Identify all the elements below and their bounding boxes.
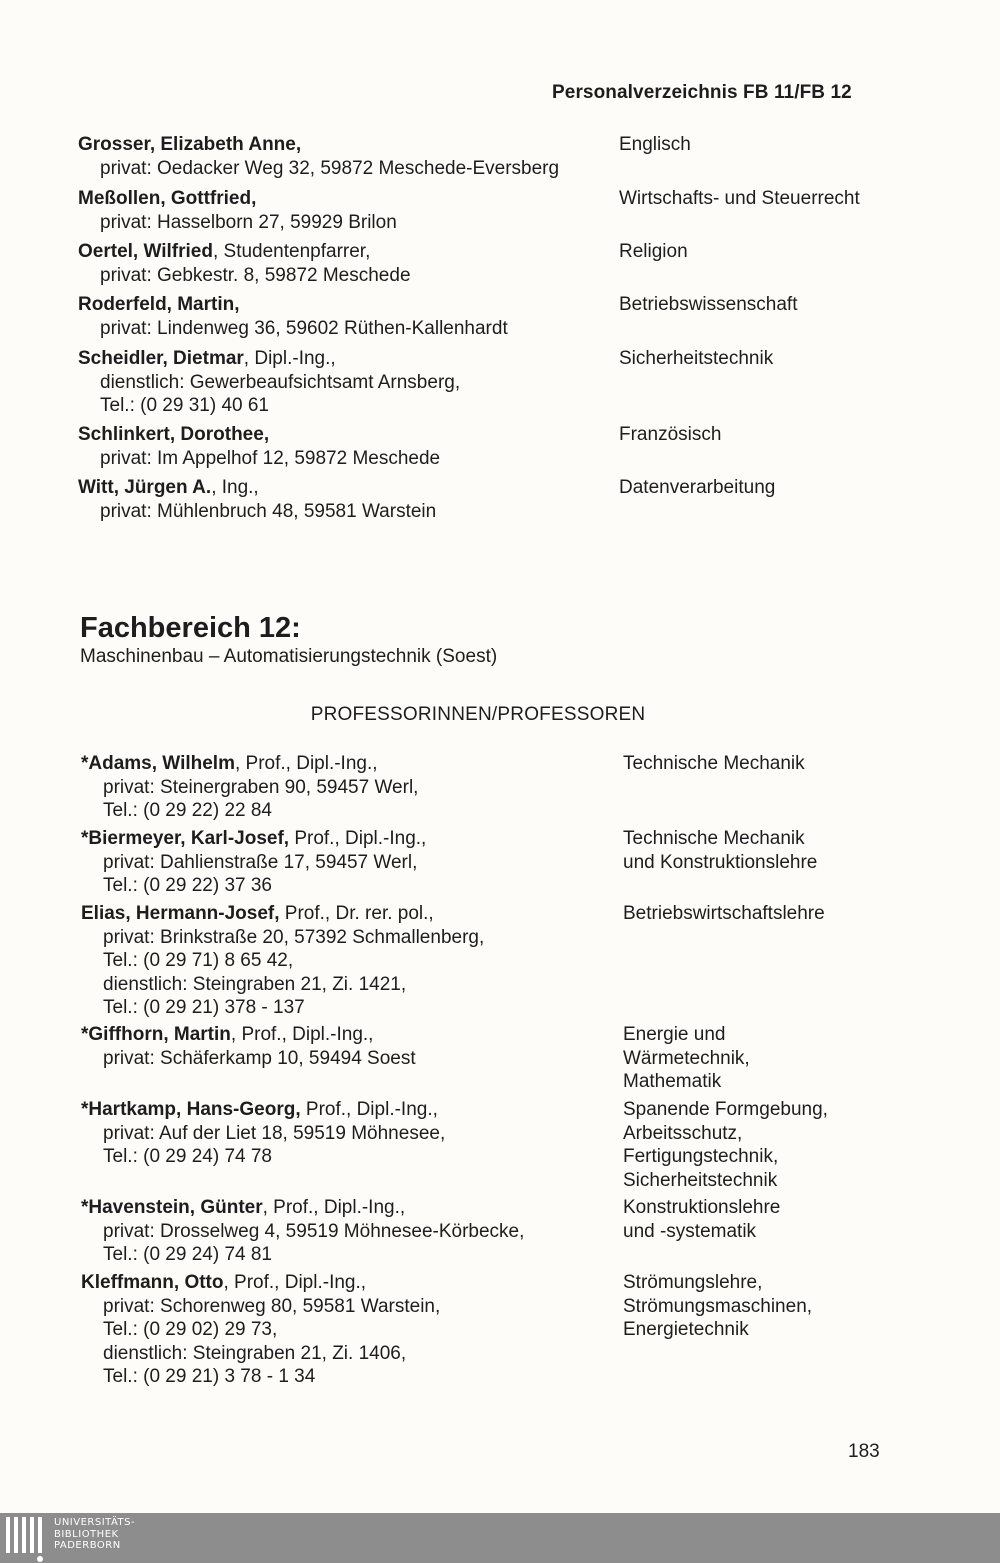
staff-name-line (78, 423, 440, 447)
staff-contact (81, 1023, 416, 1070)
staff-name: Scheidler, Dietmar (78, 348, 244, 369)
staff-contact (78, 187, 397, 234)
staff-contact-line: Tel.: (0 29 24) 74 78 (103, 1146, 272, 1167)
staff-name: Elias, Hermann-Josef, (81, 903, 280, 924)
staff-subject (623, 1271, 812, 1342)
staff-contact (81, 1098, 445, 1169)
section-heading: Fachbereich 12: (80, 612, 301, 644)
staff-name: Witt, Jürgen A. (78, 477, 212, 498)
staff-contact (81, 827, 426, 898)
staff-name-line (78, 293, 508, 317)
staff-subject-line: Englisch (619, 134, 691, 155)
staff-name: Schlinkert, Dorothee, (78, 424, 270, 445)
staff-contact (81, 752, 418, 823)
staff-contact-line: Tel.: (0 29 24) 74 81 (103, 1244, 272, 1265)
staff-subject-line: Strömungsmaschinen, (623, 1295, 813, 1317)
staff-subject (619, 187, 860, 211)
group-heading: PROFESSORINNEN/PROFESSOREN (310, 704, 646, 725)
staff-subject (619, 133, 691, 157)
staff-name-line (78, 347, 460, 371)
staff-subject-line: Datenverarbeitung (619, 477, 776, 498)
staff-name-line (81, 902, 484, 926)
staff-name: *Giffhorn, Martin (81, 1024, 231, 1045)
staff-name-line (81, 827, 426, 851)
staff-title: , Prof., Dipl.-Ing., (262, 1197, 406, 1218)
staff-subject (623, 1023, 750, 1094)
staff-contact-line: Tel.: (0 29 21) 3 78 - 1 34 (103, 1366, 316, 1387)
staff-contact (78, 476, 436, 523)
staff-subject-line: Betriebswissenschaft (619, 294, 798, 315)
staff-name-line (78, 133, 559, 157)
staff-name-line (78, 240, 411, 264)
staff-name-line (81, 752, 418, 776)
staff-subject-line: Konstruktionslehre (623, 1197, 781, 1218)
staff-contact-line: privat: Steinergraben 90, 59457 Werl, (103, 776, 419, 798)
staff-contact-line: privat: Brinkstraße 20, 57392 Schmallenberg, (103, 926, 485, 948)
staff-contact-line: privat: Auf der Liet 18, 59519 Möhnesee, (103, 1122, 446, 1144)
staff-name: *Havenstein, Günter (81, 1197, 263, 1218)
staff-subject-line: Wirtschafts- und Steuerrecht (619, 188, 860, 209)
staff-name-line (81, 1098, 445, 1122)
library-footer-line: PADERBORN (54, 1540, 121, 1551)
staff-contact-line: dienstlich: Steingraben 21, Zi. 1421, (103, 973, 407, 995)
staff-name-line (81, 1023, 416, 1047)
staff-subject-line: Wärmetechnik, (623, 1047, 750, 1069)
staff-subject (623, 827, 817, 874)
staff-name-line (78, 476, 436, 500)
staff-contact-line: Tel.: (0 29 21) 378 - 137 (103, 997, 305, 1018)
staff-contact-line: privat: Mühlenbruch 48, 59581 Warstein (100, 500, 437, 522)
staff-contact (78, 133, 559, 180)
staff-title: , Ing., (211, 477, 259, 498)
staff-subject-line: und -systematik (623, 1220, 757, 1242)
staff-contact-line: Tel.: (0 29 31) 40 61 (100, 395, 269, 416)
staff-subject (623, 752, 805, 776)
staff-contact-line: Tel.: (0 29 22) 37 36 (103, 875, 272, 896)
library-footer-line: BIBLIOTHEK (54, 1528, 119, 1540)
staff-name-line (81, 1196, 524, 1220)
staff-contact-line: privat: Schorenweg 80, 59581 Warstein, (103, 1295, 441, 1317)
staff-subject (619, 423, 721, 447)
staff-contact-line: privat: Oedacker Weg 32, 59872 Meschede-Eversberg (100, 157, 560, 179)
staff-subject-line: Strömungslehre, (623, 1272, 763, 1293)
staff-name: Meßollen, Gottfried, (78, 188, 257, 209)
staff-subject-line: Fertigungstechnik, (623, 1146, 779, 1167)
staff-subject-line: Technische Mechanik (623, 753, 805, 774)
staff-subject (619, 240, 688, 264)
staff-name: *Adams, Wilhelm (81, 753, 235, 774)
staff-subject-line: Mathematik (623, 1071, 722, 1092)
staff-contact-line: privat: Dahlienstraße 17, 59457 Werl, (103, 851, 418, 873)
staff-title: , Prof., Dipl.-Ing., (234, 753, 378, 774)
staff-contact-line: Tel.: (0 29 02) 29 73, (103, 1319, 278, 1340)
staff-title: , Prof., Dipl.-Ing., (230, 1024, 374, 1045)
staff-subject-line: Arbeitsschutz, (623, 1122, 743, 1144)
section-subheading: Maschinenbau – Automatisierungstechnik (Soest) (80, 646, 498, 667)
staff-subject-line: Französisch (619, 424, 722, 445)
staff-subject-line: Sicherheitstechnik (623, 1169, 778, 1191)
staff-name: Roderfeld, Martin, (78, 294, 240, 315)
staff-title: Prof., Dipl.-Ing., (300, 1099, 438, 1120)
staff-contact-line: dienstlich: Steingraben 21, Zi. 1406, (103, 1342, 407, 1364)
staff-subject-line: Technische Mechanik (623, 828, 805, 849)
staff-subject (619, 476, 775, 500)
staff-title: , Dipl.-Ing., (243, 348, 336, 369)
staff-subject (619, 293, 797, 317)
page-number: 183 (848, 1441, 880, 1462)
staff-contact-line: privat: Im Appelhof 12, 59872 Meschede (100, 447, 441, 469)
staff-subject (623, 1098, 828, 1192)
staff-subject-line: Spanende Formgebung, (623, 1099, 828, 1120)
staff-contact-line: privat: Hasselborn 27, 59929 Brilon (100, 211, 397, 233)
staff-title: Prof., Dr. rer. pol., (279, 903, 434, 924)
staff-subject-line: Betriebswirtschaftslehre (623, 903, 825, 924)
staff-contact (81, 1271, 440, 1389)
staff-subject-line: Energietechnik (623, 1319, 749, 1340)
staff-contact-line: privat: Drosselweg 4, 59519 Möhnesee-Körbecke, (103, 1220, 525, 1242)
running-header: Personalverzeichnis FB 11/FB 12 (552, 82, 852, 103)
staff-title: , Studentenpfarrer, (212, 241, 371, 262)
staff-subject (619, 347, 773, 371)
staff-subject-line: und Konstruktionslehre (623, 851, 818, 873)
staff-subject (623, 1196, 780, 1243)
staff-name-line (81, 1271, 440, 1295)
staff-contact-line: privat: Gebkestr. 8, 59872 Meschede (100, 264, 411, 286)
library-logo-icon (4, 1517, 44, 1559)
staff-subject-line: Energie und (623, 1024, 726, 1045)
staff-contact (81, 902, 484, 1020)
staff-subject-line: Sicherheitstechnik (619, 348, 774, 369)
staff-title: Prof., Dipl.-Ing., (289, 828, 427, 849)
staff-contact (78, 347, 460, 418)
staff-contact (78, 240, 411, 287)
staff-contact-line: privat: Lindenweg 36, 59602 Rüthen-Kallenhardt (100, 317, 508, 339)
staff-contact-line: Tel.: (0 29 22) 22 84 (103, 800, 272, 821)
staff-contact-line: dienstlich: Gewerbeaufsichtsamt Arnsberg, (100, 371, 461, 393)
staff-name: *Hartkamp, Hans-Georg, (81, 1099, 301, 1120)
staff-subject-line: Religion (619, 241, 688, 262)
staff-subject (623, 902, 825, 926)
staff-name: Grosser, Elizabeth Anne, (78, 134, 302, 155)
staff-title: , Prof., Dipl.-Ing., (223, 1272, 367, 1293)
library-footer-text (54, 1517, 135, 1552)
staff-name-line (78, 187, 397, 211)
staff-contact-line: Tel.: (0 29 71) 8 65 42, (103, 950, 294, 971)
staff-name: Oertel, Wilfried (78, 241, 213, 262)
library-footer-line: UNIVERSITÄTS- (54, 1517, 136, 1528)
staff-name: Kleffmann, Otto (81, 1272, 224, 1293)
staff-contact (78, 293, 508, 340)
staff-contact-line: privat: Schäferkamp 10, 59494 Soest (103, 1047, 416, 1069)
library-footer-bar (0, 1513, 1000, 1563)
staff-contact (81, 1196, 524, 1267)
staff-contact (78, 423, 440, 470)
staff-name: *Biermeyer, Karl-Josef, (81, 828, 290, 849)
